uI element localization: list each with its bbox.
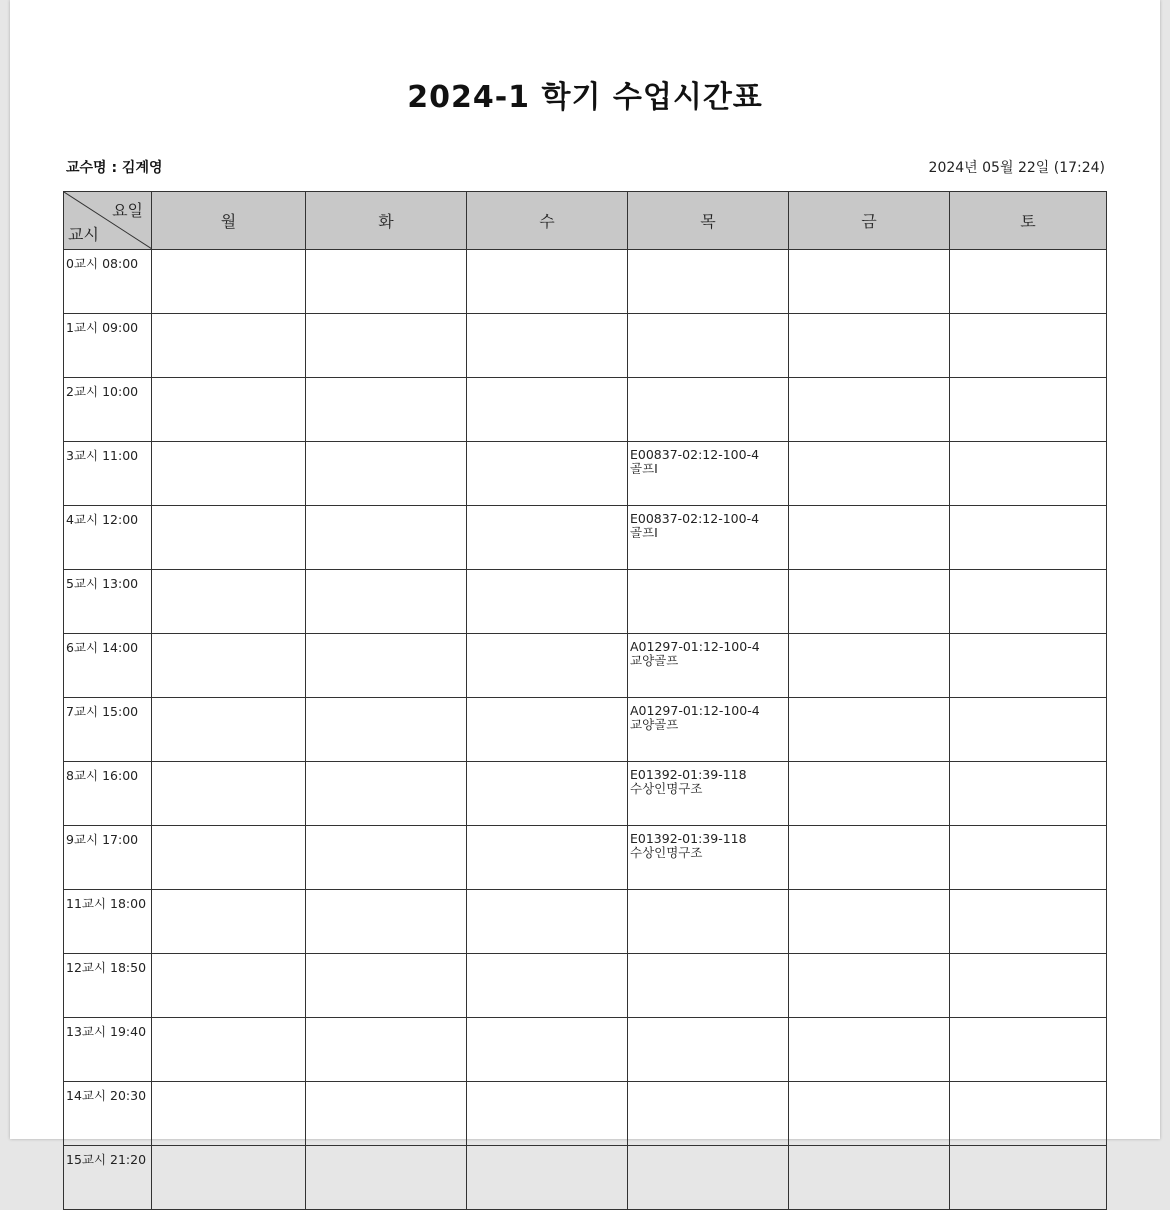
schedule-cell (628, 1082, 789, 1146)
schedule-cell (152, 762, 306, 826)
schedule-cell (628, 442, 789, 506)
schedule-cell (152, 378, 306, 442)
document-page (10, 0, 1160, 1167)
schedule-cell (152, 506, 306, 570)
schedule-cell (628, 1146, 789, 1210)
table-row (64, 314, 1107, 378)
schedule-cell (306, 634, 467, 698)
schedule-cell (950, 954, 1107, 1018)
schedule-cell (467, 570, 628, 634)
schedule-cell (789, 250, 950, 314)
schedule-cell (789, 442, 950, 506)
schedule-cell (467, 698, 628, 762)
schedule-cell (789, 570, 950, 634)
period-label: 2교시 10:00 (64, 378, 152, 442)
period-label: 12교시 18:50 (64, 954, 152, 1018)
course-code: A01297-01:12-100-4 (630, 703, 760, 718)
schedule-cell (467, 1082, 628, 1146)
schedule-cell (950, 314, 1107, 378)
day-header-wed: 수 (467, 192, 628, 250)
period-label: 1교시 09:00 (64, 314, 152, 378)
schedule-cell (152, 250, 306, 314)
schedule-cell (789, 1146, 950, 1210)
schedule-cell (950, 762, 1107, 826)
schedule-cell (306, 506, 467, 570)
course-name: 골프I (630, 525, 658, 540)
period-label: 5교시 13:00 (64, 570, 152, 634)
period-label: 13교시 19:40 (64, 1018, 152, 1082)
schedule-cell (789, 762, 950, 826)
schedule-cell (950, 250, 1107, 314)
corner-period-label: 교시 (68, 225, 99, 244)
schedule-cell (789, 378, 950, 442)
schedule-cell (306, 698, 467, 762)
day-header-sat: 토 (950, 192, 1107, 250)
schedule-cell (789, 1082, 950, 1146)
schedule-cell (950, 826, 1107, 890)
period-label: 8교시 16:00 (64, 762, 152, 826)
schedule-cell (306, 1018, 467, 1082)
schedule-cell (789, 634, 950, 698)
table-row (64, 1146, 1107, 1210)
printed-date: 2024년 05월 22일 (17:24) (928, 160, 1105, 176)
schedule-cell (789, 890, 950, 954)
schedule-cell (152, 442, 306, 506)
schedule-cell (628, 506, 789, 570)
period-label: 14교시 20:30 (64, 1082, 152, 1146)
schedule-cell (467, 506, 628, 570)
table-row (64, 570, 1107, 634)
schedule-cell (789, 314, 950, 378)
schedule-cell (950, 378, 1107, 442)
schedule-cell (306, 1146, 467, 1210)
schedule-cell (467, 314, 628, 378)
schedule-cell (950, 890, 1107, 954)
schedule-cell (628, 698, 789, 762)
period-label: 11교시 18:00 (64, 890, 152, 954)
table-row (64, 378, 1107, 442)
timetable (63, 191, 1107, 1210)
schedule-cell (950, 506, 1107, 570)
schedule-cell (152, 634, 306, 698)
period-label: 6교시 14:00 (64, 634, 152, 698)
schedule-cell (467, 634, 628, 698)
course-code: E00837-02:12-100-4 (630, 511, 760, 526)
course-name: 수상인명구조 (630, 845, 703, 860)
schedule-cell (467, 378, 628, 442)
schedule-cell (306, 826, 467, 890)
table-row (64, 442, 1107, 506)
schedule-cell (628, 890, 789, 954)
day-header-thu: 목 (628, 192, 789, 250)
schedule-cell (306, 570, 467, 634)
timetable-body (64, 250, 1107, 1210)
schedule-cell (789, 506, 950, 570)
course-code: A01297-01:12-100-4 (630, 639, 760, 654)
course-entry (628, 634, 788, 668)
schedule-cell (306, 954, 467, 1018)
schedule-cell (306, 378, 467, 442)
schedule-cell (306, 250, 467, 314)
schedule-cell (789, 954, 950, 1018)
day-header-fri: 금 (789, 192, 950, 250)
table-row (64, 506, 1107, 570)
schedule-cell (152, 698, 306, 762)
schedule-cell (467, 762, 628, 826)
schedule-cell (628, 762, 789, 826)
schedule-cell (306, 890, 467, 954)
course-name: 골프I (630, 461, 658, 476)
corner-header (64, 192, 152, 250)
schedule-cell (950, 1018, 1107, 1082)
course-code: E00837-02:12-100-4 (630, 447, 760, 462)
course-name: 교양골프 (630, 717, 679, 732)
table-row (64, 698, 1107, 762)
period-label: 15교시 21:20 (64, 1146, 152, 1210)
schedule-cell (628, 570, 789, 634)
table-row (64, 250, 1107, 314)
schedule-cell (306, 762, 467, 826)
period-label: 9교시 17:00 (64, 826, 152, 890)
schedule-cell (152, 954, 306, 1018)
table-row (64, 1018, 1107, 1082)
schedule-cell (789, 826, 950, 890)
period-label: 0교시 08:00 (64, 250, 152, 314)
course-entry (628, 762, 788, 796)
schedule-cell (628, 250, 789, 314)
table-row (64, 762, 1107, 826)
course-entry (628, 506, 788, 540)
schedule-cell (950, 442, 1107, 506)
day-header-mon: 월 (152, 192, 306, 250)
schedule-cell (152, 1018, 306, 1082)
period-label: 7교시 15:00 (64, 698, 152, 762)
schedule-cell (152, 826, 306, 890)
schedule-cell (789, 1018, 950, 1082)
page-title: 2024-1 학기 수업시간표 (407, 80, 763, 115)
schedule-cell (628, 826, 789, 890)
schedule-cell (950, 1082, 1107, 1146)
schedule-cell (152, 1146, 306, 1210)
schedule-cell (628, 314, 789, 378)
schedule-cell (152, 314, 306, 378)
table-row (64, 826, 1107, 890)
course-code: E01392-01:39-118 (630, 831, 747, 846)
header-row (64, 192, 1107, 250)
schedule-cell (467, 442, 628, 506)
table-row (64, 1082, 1107, 1146)
table-row (64, 954, 1107, 1018)
schedule-cell (950, 1146, 1107, 1210)
course-code: E01392-01:39-118 (630, 767, 747, 782)
course-entry (628, 442, 788, 476)
professor-name: 교수명 : 김계영 (66, 160, 163, 176)
schedule-cell (628, 634, 789, 698)
period-label: 3교시 11:00 (64, 442, 152, 506)
schedule-cell (628, 378, 789, 442)
course-entry (628, 826, 788, 860)
schedule-cell (628, 1018, 789, 1082)
schedule-cell (950, 698, 1107, 762)
schedule-cell (467, 1146, 628, 1210)
schedule-cell (152, 890, 306, 954)
day-header-tue: 화 (306, 192, 467, 250)
schedule-cell (306, 1082, 467, 1146)
schedule-cell (789, 698, 950, 762)
course-name: 교양골프 (630, 653, 679, 668)
schedule-cell (152, 570, 306, 634)
table-row (64, 634, 1107, 698)
course-entry (628, 698, 788, 732)
schedule-cell (950, 634, 1107, 698)
schedule-cell (152, 1082, 306, 1146)
schedule-cell (467, 1018, 628, 1082)
table-row (64, 890, 1107, 954)
schedule-cell (306, 314, 467, 378)
schedule-cell (467, 250, 628, 314)
schedule-cell (467, 954, 628, 1018)
schedule-cell (950, 570, 1107, 634)
schedule-cell (628, 954, 789, 1018)
period-label: 4교시 12:00 (64, 506, 152, 570)
schedule-cell (467, 890, 628, 954)
corner-day-label: 요일 (112, 201, 143, 220)
course-name: 수상인명구조 (630, 781, 703, 796)
schedule-cell (467, 826, 628, 890)
schedule-cell (306, 442, 467, 506)
